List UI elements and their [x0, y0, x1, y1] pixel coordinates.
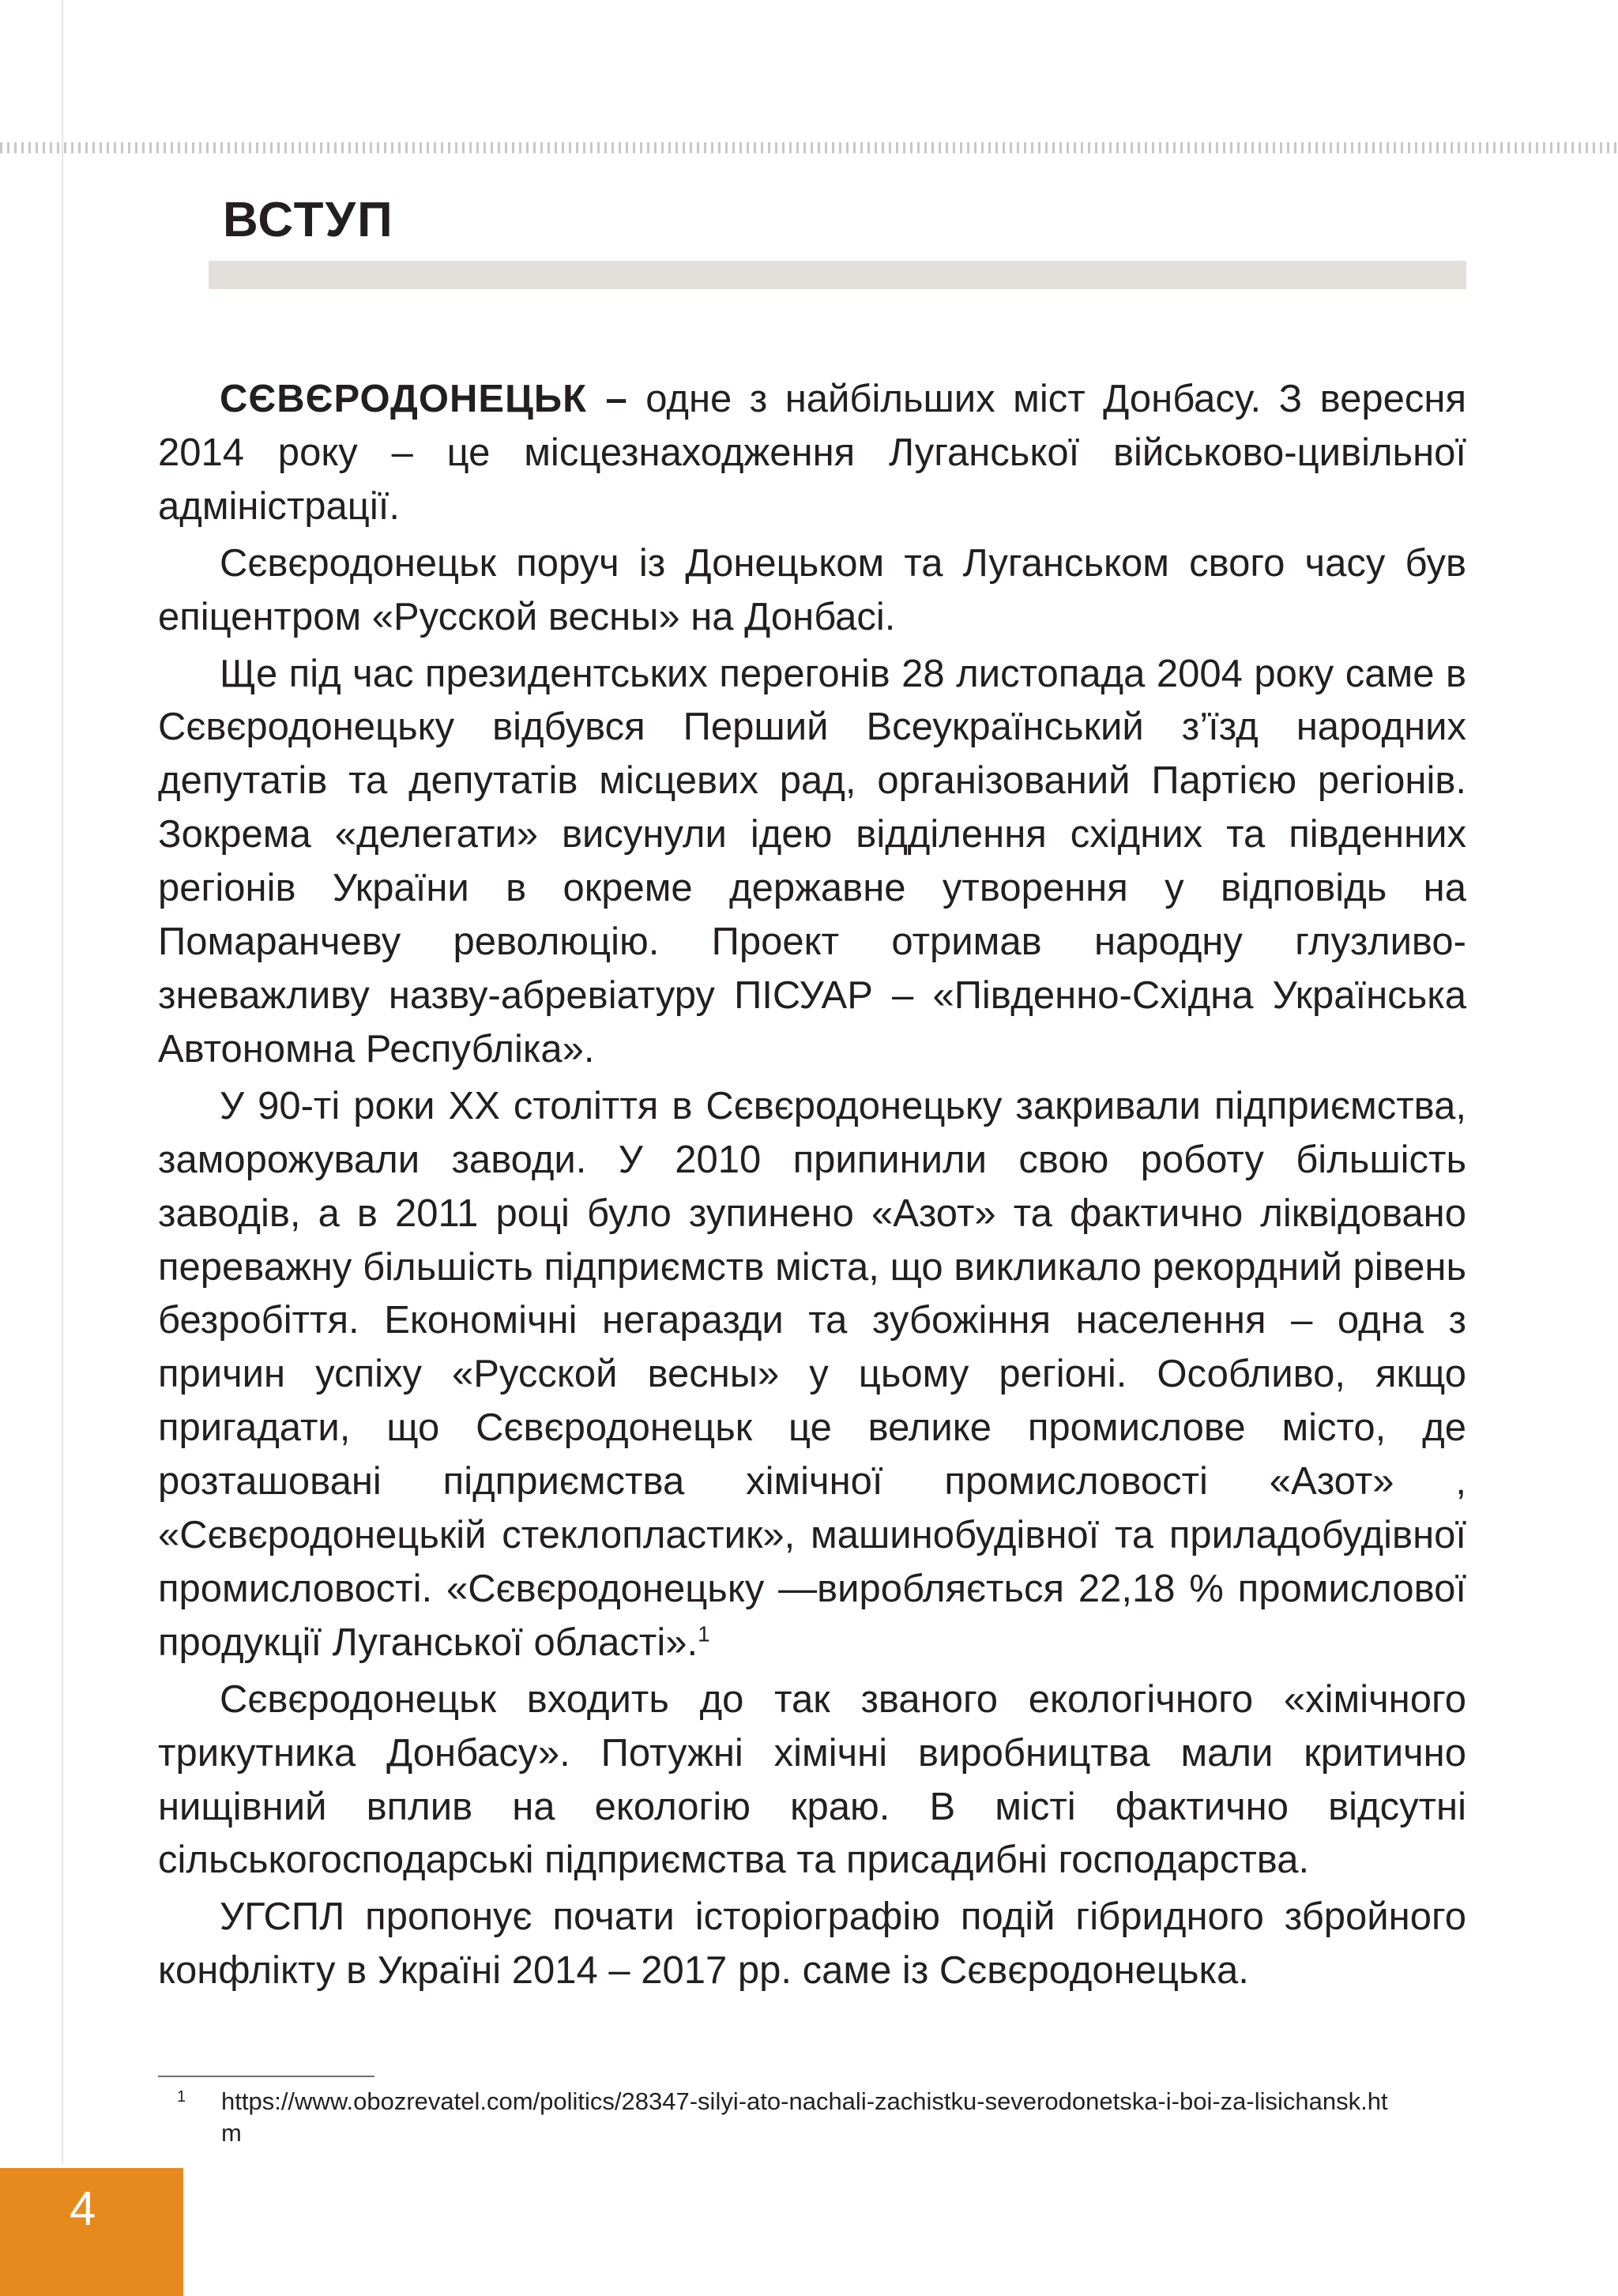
- paragraph-1: [158, 373, 1466, 534]
- margin-line: [62, 0, 63, 2165]
- paragraph-text: У 90-ті роки ХХ століття в Сєвєродонецьку закривали підприємства, заморожували заводи. У 2010 припинили свою роботу більшість заводів, а в 2011 році було зупинено «Азот» та фактично ліквідовано переважну більшість підприємств міста, що викликало рекордний рівень безробіття. Економічні негаразди та зубожіння населення – одна з причин успіху «Русской весны» у цьому регіоні. Особливо, якщо пригадати, що Сєвєродонецьк це велике промислове місто, де розташовані підприємства хімічної промисловості «Азот» , «Сєвєродонецькій стеклопластик», машинобудівної та приладобудівної промисловості. «Сєвєродонецьку —виробляється 22,18 % промислової продукції Луганської області».: [158, 1084, 1466, 1664]
- paragraph-text: Сєвєродонецьк входить до так званого екологічного «хімічного трикутника Донбасу». Потужні хімічні виробництва мали критично нищівний вплив на екологію краю. В місті фактично відсутні сільськогосподарські підприємства та присадибні господарства.: [158, 1677, 1466, 1882]
- body-text: [158, 373, 1466, 2001]
- footnote-divider: [158, 2076, 374, 2077]
- heading-underline-bar: [209, 261, 1466, 289]
- paragraph-text: Сєвєродонецьк поруч із Донецьком та Луганськом свого часу був епіцентром «Русской весны» на Донбасі.: [158, 541, 1466, 638]
- paragraph-3: [158, 648, 1466, 1077]
- footnote: [158, 2086, 1390, 2149]
- paragraph-6: [158, 1891, 1466, 1998]
- page-heading: ВСТУП: [223, 193, 394, 247]
- dotted-header-border: [0, 142, 1618, 153]
- footnote-link[interactable]: https://www.obozrevatel.com/politics/28347-silyi-ato-nachali-zachistku-severodonetska-i-boi-za-lisichansk.htm: [221, 2087, 1388, 2147]
- paragraph-lead: СЄВЄРОДОНЕЦЬК –: [220, 378, 628, 420]
- paragraph-2: [158, 537, 1466, 645]
- paragraph-text: УГСПЛ пропонує почати історіографію подій гібридного збройного конфлікту в Україні 2014 – 2017 рр. саме із Сєвєродонецька.: [158, 1895, 1466, 1993]
- page-number: 4: [70, 2182, 96, 2235]
- paragraph-text: Ще під час президентських перегонів 28 листопада 2004 року саме в Сєвєродонецьку відбувся Перший Всеукраїнський з’їзд народних депутатів та депутатів місцевих рад, організований Партією регіонів. Зокрема «делегати» висунули ідею відділення східних та південних регіонів України в окреме державне утворення у відповідь на Помаранчеву революцію. Проект отримав народну глузливо-зневажливу назву-абревіатуру ПІСУАР – «Південно-Східна Українська Автономна Республіка».: [158, 652, 1466, 1071]
- paragraph-text: одне з найбільших міст Донбасу. З вересня 2014 року – це місцезнаходження Луганської військово-цивільної адміністрації.: [158, 378, 1466, 528]
- footnote-number: 1: [177, 2088, 186, 2106]
- footnote-reference[interactable]: 1: [698, 1621, 710, 1647]
- paragraph-4: [158, 1080, 1466, 1670]
- paragraph-5: [158, 1673, 1466, 1888]
